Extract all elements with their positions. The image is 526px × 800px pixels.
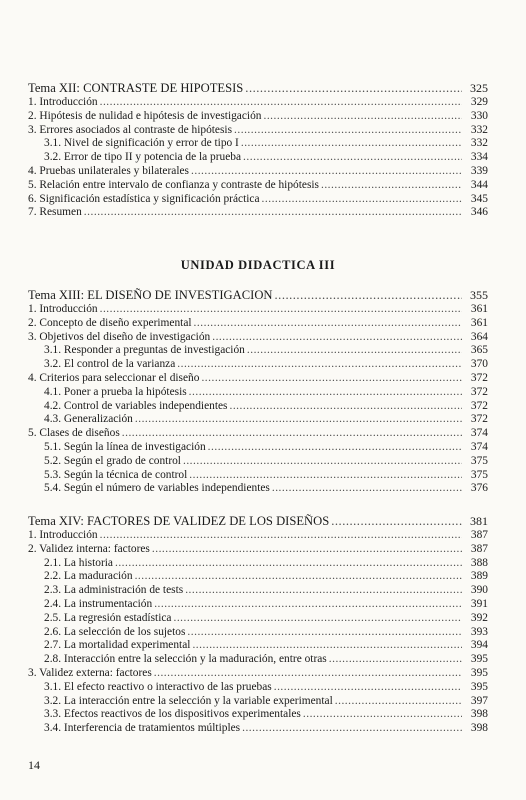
unit-title: UNIDAD DIDACTICA III [180,258,336,272]
toc-subentry-label: 2.1. La historia [44,556,113,569]
toc-chapter-heading-label: Tema XII: CONTRASTE DE HIPOTESIS [28,81,244,95]
toc-subentry-label: 3.1. Nivel de significación y error de tipo I [44,137,239,150]
toc-subentry [28,413,488,427]
toc-subentry [28,708,488,722]
toc-subentry-page: 334 [470,151,488,164]
toc-entry-label: 3. Validez externa: factores [28,666,152,679]
dot-leader [187,626,462,640]
dot-leader [115,557,462,571]
toc-subentry-label: 4.2. Control de variables independientes [44,399,228,412]
toc-subentry-label: 3.4. Interferencia de tratamientos múltiples [44,722,241,735]
dot-leader [262,193,462,207]
toc-subentry-page: 370 [470,358,488,371]
toc-entry-page: 372 [470,371,488,384]
toc-subentry-page: 388 [470,556,488,569]
toc-subentry-page: 398 [470,722,488,735]
dot-leader [100,303,462,317]
toc-subentry-label: 5.1. Según la línea de investigación [44,440,206,453]
toc-subentry [28,695,488,709]
toc-entry-page: 374 [470,427,488,440]
dot-leader [173,612,462,626]
toc-entry [28,303,488,317]
toc-entry-label: 5. Clases de diseños [28,427,120,440]
toc-entry-label: 5. Relación entre intervalo de confianza y contraste de hipótesis [28,178,319,191]
toc-entry [28,193,488,207]
toc-entry-page: 332 [470,123,488,136]
toc-entry-page: 339 [470,164,488,177]
toc-entry [28,206,488,220]
dot-leader [275,287,462,303]
dot-leader [274,681,462,695]
toc-entry-label: 1. Introducción [28,96,98,108]
toc-entry-label: 1. Introducción [28,303,98,315]
toc-entry-label: 4. Criterios para seleccionar el diseño [28,371,200,384]
toc-subentry [28,612,488,626]
toc-subentry [28,400,488,414]
toc-subentry-page: 397 [470,694,488,707]
dot-leader [194,317,462,331]
toc-entry-label: 2. Validez interna: factores [28,542,150,555]
toc-chapter-heading-page: 355 [470,288,488,302]
toc-section-tema-xiv [28,513,488,736]
toc-entry-page: 387 [470,529,488,541]
toc-chapter-heading [28,287,488,303]
toc-subentry [28,482,488,496]
dot-leader [177,358,462,372]
toc-subentry [28,386,488,400]
dot-leader [154,667,462,681]
dot-leader [335,695,462,709]
dot-leader [321,179,462,193]
dot-leader [329,653,462,667]
toc-subentry-label: 5.3. Según la técnica de control [44,468,188,481]
toc-subentry-label: 3.2. La interacción entre la selección y la variable experimental [44,694,333,707]
toc-subentry-page: 389 [470,570,488,583]
toc-subentry [28,681,488,695]
toc-subentry-label: 2.4. La instrumentación [44,597,153,610]
toc-subentry-label: 3.3. Efectos reactivos de los dispositivos experimentales [44,708,301,721]
toc-subentry-page: 375 [470,468,488,481]
dot-leader [303,708,462,722]
toc-entry [28,317,488,331]
toc-section-tema-xiii [28,287,488,496]
toc-chapter-heading [28,80,488,96]
toc-chapter-heading-label: Tema XIII: EL DISEÑO DE INVESTIGACION [28,288,273,302]
toc-entry-page: 329 [470,96,488,108]
toc-subentry-label: 3.1. El efecto reactivo o interactivo de las pruebas [44,680,272,693]
toc-entry-label: 3. Objetivos del diseño de investigación [28,330,211,343]
toc-entry-page: 395 [470,666,488,679]
toc-subentry [28,344,488,358]
toc-subentry-page: 372 [470,413,488,426]
dot-leader [242,722,462,736]
dot-leader [191,165,462,179]
toc-entry [28,96,488,110]
toc-subentry-label: 3.2. El control de la varianza [44,358,176,371]
toc-subentry-label: 2.3. La administración de tests [44,584,184,597]
dot-leader [122,427,462,441]
toc-subentry [28,584,488,598]
toc-subentry-page: 365 [470,344,488,357]
toc-entry-label: 1. Introducción [28,529,98,541]
toc-entry-label: 7. Resumen [28,206,82,219]
toc-subentry-label: 5.2. Según el grado de control [44,454,181,467]
toc-subentry [28,626,488,640]
toc-subentry-page: 392 [470,611,488,624]
toc-subentry-page: 375 [470,454,488,467]
toc-subentry [28,722,488,736]
toc-subentry-label: 4.1. Poner a prueba la hipótesis [44,385,187,398]
dot-leader [154,598,462,612]
toc-entry [28,543,488,557]
toc-subentry [28,557,488,571]
toc-subentry-label: 5.4. Según el número de variables independientes [44,482,270,495]
toc-chapter-heading-page: 381 [470,514,488,528]
dot-leader [189,469,462,483]
toc-entry-page: 387 [470,542,488,555]
toc-entry-page: 330 [470,109,488,122]
toc-subentry-label: 3.2. Error de tipo II y potencia de la prueba [44,151,242,164]
dot-leader [272,482,462,496]
toc-entry [28,165,488,179]
toc-subentry-page: 390 [470,584,488,597]
dot-leader [185,584,462,598]
toc-subentry [28,570,488,584]
dot-leader [84,206,462,220]
toc-subentry [28,639,488,653]
toc-subentry [28,137,488,151]
toc-subentry-page: 332 [470,137,488,150]
toc-subentry [28,469,488,483]
toc-subentry [28,441,488,455]
toc-entry-label: 2. Concepto de diseño experimental [28,316,192,329]
toc-subentry [28,151,488,165]
toc-subentry-page: 391 [470,597,488,610]
dot-leader [100,96,462,110]
toc-subentry-page: 372 [470,385,488,398]
toc-chapter-heading-label: Tema XIV: FACTORES DE VALIDEZ DE LOS DISEÑOS [28,514,330,528]
toc-subentry [28,358,488,372]
dot-leader [243,151,462,165]
toc-entry-page: 361 [470,316,488,329]
toc-chapter-heading [28,513,488,529]
toc-entry-page: 364 [470,330,488,343]
dot-leader [201,372,462,386]
dot-leader [245,80,462,96]
dot-leader [208,441,462,455]
toc-entry [28,529,488,543]
dot-leader [192,639,462,653]
toc-entry [28,124,488,138]
toc-subentry [28,455,488,469]
toc-entry-page: 346 [470,206,488,219]
toc-subentry-label: 3.1. Responder a preguntas de investigación [44,344,245,357]
dot-leader [135,570,462,584]
toc-entry [28,179,488,193]
toc-entry [28,372,488,386]
toc-subentry-label: 4.3. Generalización [44,413,133,426]
toc-subentry-label: 2.8. Interacción entre la selección y la maduración, entre otras [44,653,327,666]
toc-entry-label: 2. Hipótesis de nulidad e hipótesis de investigación [28,109,262,122]
toc-subentry-page: 395 [470,680,488,693]
toc-entry-label: 4. Pruebas unilaterales y bilaterales [28,164,189,177]
dot-leader [229,400,462,414]
dot-leader [241,137,462,151]
dot-leader [212,331,462,345]
toc-subentry-page: 376 [470,482,488,495]
toc-subentry-label: 2.2. La maduración [44,570,133,583]
toc-subentry-page: 374 [470,440,488,453]
toc-subentry-label: 2.5. La regresión estadística [44,611,172,624]
dot-leader [189,386,462,400]
toc-subentry-label: 2.6. La selección de los sujetos [44,625,186,638]
dot-leader [100,529,462,543]
toc-entry [28,667,488,681]
toc-entry-page: 361 [470,303,488,315]
toc-entry [28,110,488,124]
toc-subentry-page: 398 [470,708,488,721]
dot-leader [234,124,462,138]
toc-subentry-page: 393 [470,625,488,638]
dot-leader [152,543,462,557]
toc-entry-page: 345 [470,192,488,205]
toc-entry [28,331,488,345]
dot-leader [331,513,462,529]
page-number: 14 [28,758,40,772]
toc-entry [28,427,488,441]
toc-subentry-label: 2.7. La mortalidad experimental [44,639,191,652]
toc-entry-page: 344 [470,178,488,191]
toc-entry-label: 3. Errores asociados al contraste de hipótesis [28,123,233,136]
toc-subentry [28,598,488,612]
toc-subentry-page: 395 [470,653,488,666]
toc-entry-label: 6. Significación estadística y significación práctica [28,192,260,205]
dot-leader [135,413,462,427]
toc-section-tema-xii [28,80,488,220]
toc-subentry [28,653,488,667]
toc-subentry-page: 372 [470,399,488,412]
dot-leader [263,110,462,124]
dot-leader [183,455,462,469]
toc-chapter-heading-page: 325 [470,81,488,95]
toc-subentry-page: 394 [470,639,488,652]
dot-leader [247,344,462,358]
